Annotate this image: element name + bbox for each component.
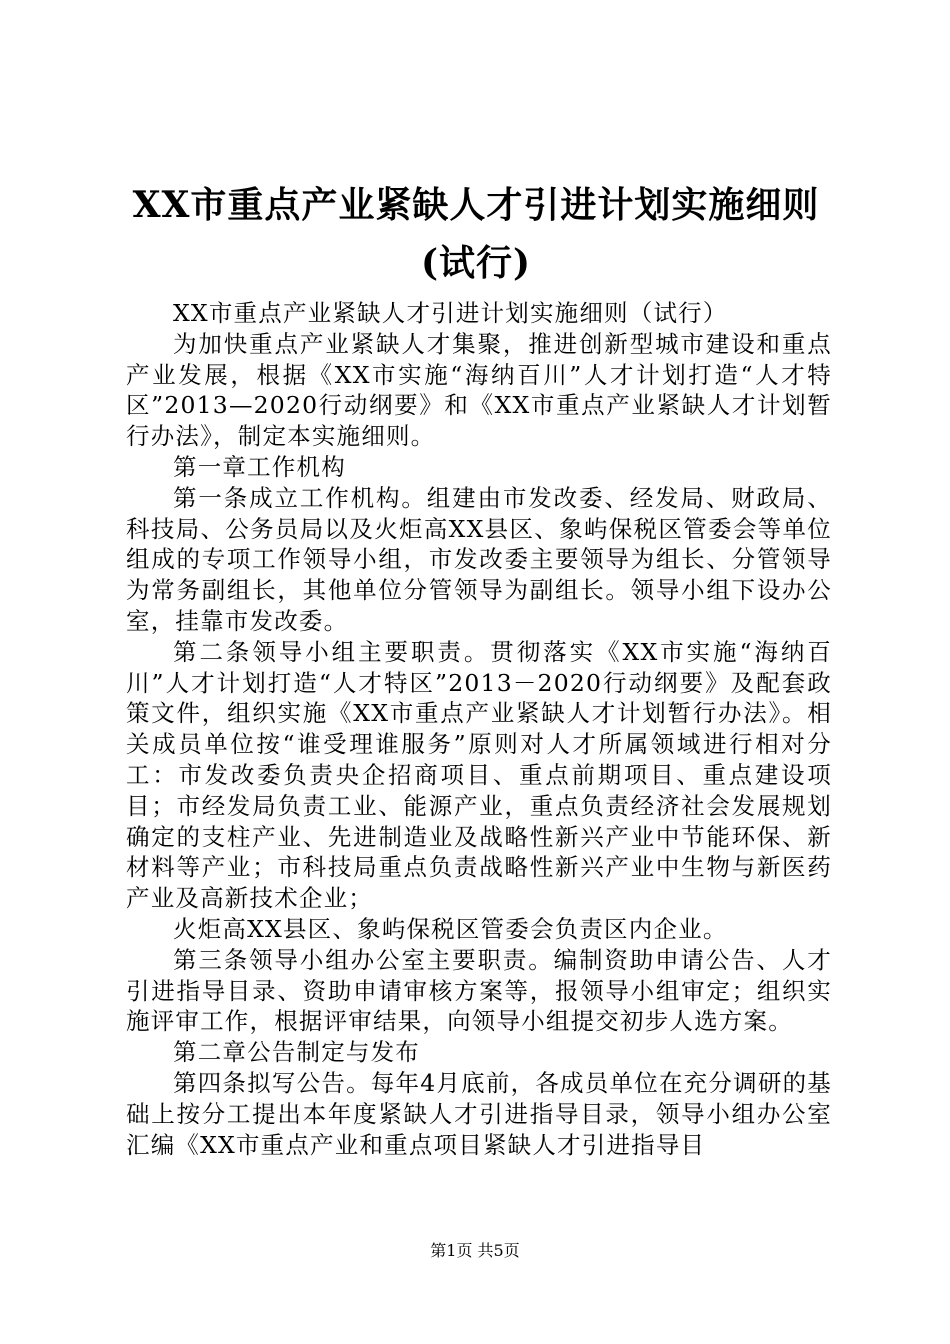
article-1: 第一条成立工作机构。组建由市发改委、经发局、财政局、科技局、公务员局以及火炬高XX县区、象屿保税区管委会等单位组成的专项工作领导小组，市发改委主要领导为组长、分管领导为常务副组长，其他单位分管领导为副组长。领导小组下设办公室，挂靠市发改委。 [126, 483, 832, 635]
page-number: 第1页 共5页 [430, 1241, 520, 1260]
paragraph-preamble: 为加快重点产业紧缺人才集聚，推进创新型城市建设和重点产业发展，根据《XX市实施“海纳百川”人才计划打造“人才特区”2013—2020行动纲要》和《XX市重点产业紧缺人才计划暂行办法》，制定本实施细则。 [126, 329, 832, 451]
chapter-heading-2: 第二章公告制定与发布 [173, 1038, 420, 1067]
page-footer [0, 1241, 950, 1261]
chapter-heading-1: 第一章工作机构 [173, 452, 346, 481]
article-2: 第二条领导小组主要职责。贯彻落实《XX市实施“海纳百川”人才计划打造“人才特区”2013－2020行动纲要》及配套政策文件，组织实施《XX市重点产业紧缺人才计划暂行办法》。相关成员单位按“谁受理谁服务”原则对人才所属领域进行相对分工：市发改委负责央企招商项目、重点前期项目、重点建设项目；市经发局负责工业、能源产业，重点负责经济社会发展规划确定的支柱产业、先进制造业及战略性新兴产业中节能环保、新材料等产业；市科技局重点负责战略性新兴产业中生物与新医药产业及高新技术企业； [126, 637, 832, 913]
document-title: XX市重点产业紧缺人才引进计划实施细则(试行) [132, 184, 820, 284]
article-3: 第三条领导小组办公室主要职责。编制资助申请公告、人才引进指导目录、资助申请审核方案等，报领导小组审定；组织实施评审工作，根据评审结果，向领导小组提交初步人选方案。 [126, 945, 832, 1036]
article-2-continuation: 火炬高XX县区、象屿保税区管委会负责区内企业。 [173, 914, 728, 943]
paragraph-subtitle: XX市重点产业紧缺人才引进计划实施细则（试行） [173, 299, 728, 327]
article-4: 第四条拟写公告。每年4月底前，各成员单位在充分调研的基础上按分工提出本年度紧缺人才引进指导目录，领导小组办公室汇编《XX市重点产业和重点项目紧缺人才引进指导目 [126, 1068, 832, 1159]
document-body [126, 298, 832, 1160]
